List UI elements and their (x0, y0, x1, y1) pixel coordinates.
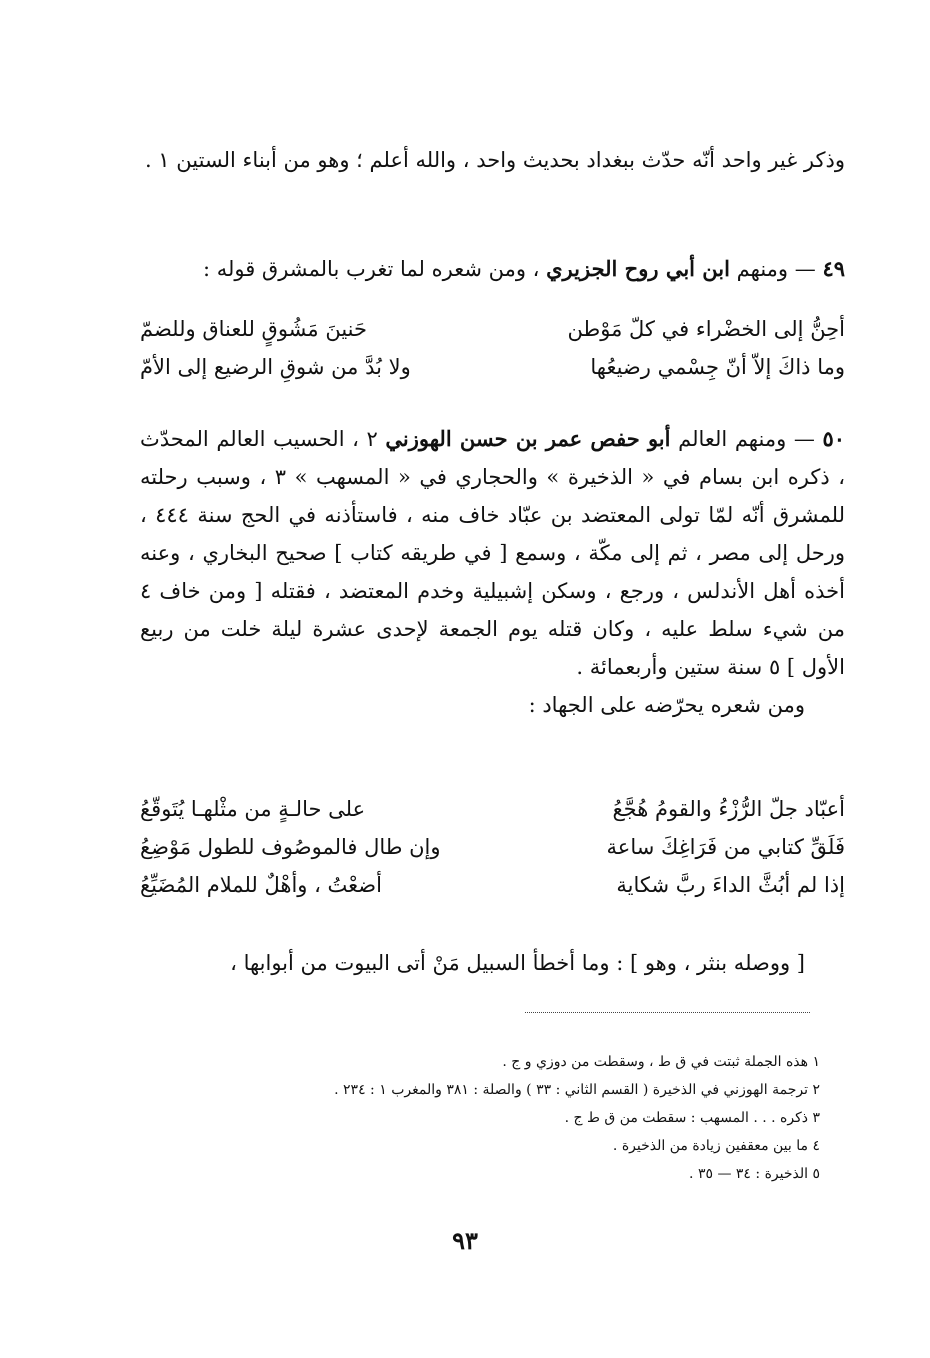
entry-49 (140, 250, 845, 288)
verse-line (140, 828, 845, 866)
person-name: ابن أبي روح الجزيري (546, 256, 730, 281)
page-number: ٩٣ (452, 1226, 478, 1255)
footnote: ٢ ترجمة الهوزني في الذخيرة ( القسم الثاني : ٣٣ ) والصلة : ٣٨١ والمغرب ١ : ٢٣٤ . (334, 1082, 820, 1098)
entry-rest: ، ومن شعره لما تغرب بالمشرق قوله : (202, 257, 540, 281)
entry-50 (140, 420, 845, 724)
entry-49-text (140, 250, 845, 288)
footnote: ٥ الذخيرة : ٣٤ — ٣٥ . (689, 1166, 820, 1182)
verse-first-hemistich: فَلَقِّ كتابي من فَرَاغِكَ ساعة (606, 835, 845, 859)
verse-first-hemistich: وما ذاكَ إلاّ أنّ جِسْمي رضيعُها (590, 355, 845, 379)
entry-number: ٤٩ (822, 256, 845, 281)
verse-second-hemistich: حَنينَ مَشُوقٍ للعناق وللضمّ (140, 317, 367, 341)
entry-50-text (140, 420, 845, 686)
entry-rest: ٢ ، الحسيب العالم المحدّث ، ذكره ابن بسام في « الذخيرة » والحجاري في « المسهب » ٣ ، وسبب رحلته للمشرق أنّه لمّا تولى المعتضد بن عبّاد خاف منه ، فاستأذنه في الحج سنة ٤٤٤ ، ورحل إلى مصر ، ثم إلى مكّة ، وسمع [ في طريقه كتاب ] صحيح البخاري ، وعنه أخذه أهل الأندلس ، ورجع ، وسكن إشبيلية وخدم المعتضد ، فقتله [ ومن خاف ٤ من شيء سلط عليه ، وكان قتله يوم الجمعة لإحدى عشرة ليلة خلت من ربيع الأول ] ٥ سنة ستين وأربعمائة . (140, 427, 845, 679)
closing-text: [ ووصله بنثر ، وهو ] : وما أخطأ السبيل مَنْ أتى البيوت من أبوابها ، (230, 951, 805, 975)
verse-first-hemistich: أحِنُّ إلى الخضْراء في كلّ مَوْطن (567, 317, 845, 341)
verse-second-hemistich: أضعْتُ ، وأهْلٌ للملام المُضَيِّعُ (140, 873, 382, 897)
intro-text: وذكر غير واحد أنّه حدّث ببغداد بحديث واحد ، والله أعلم ؛ وهو من أبناء الستين ١ . (144, 148, 845, 172)
footnote: ٣ ذكره . . . المسهب : سقطت من ق ط ج . (564, 1110, 820, 1126)
verse-first-hemistich: أعبّاد جلّ الرُّزْءُ والقومُ هُجَّعُ (612, 797, 845, 821)
closing-paragraph (140, 944, 845, 982)
footnote-divider (525, 1012, 810, 1013)
dash: — (793, 427, 815, 451)
footnote: ١ هذه الجملة ثبتت في ق ط ، وسقطت من دوزي و ج . (502, 1054, 820, 1070)
entry-lead: ومنهم العالم (678, 427, 787, 451)
footnote: ٤ ما بين معقفين زيادة من الذخيرة . (612, 1138, 820, 1154)
dash: — (794, 257, 816, 281)
verse-line (140, 310, 845, 348)
footnotes (180, 1048, 820, 1188)
verse-line (140, 348, 845, 386)
verse-second-hemistich: وإن طال فالموصُوف للطول مَوْضِعُ (140, 835, 441, 859)
entry-lead: ومنهم (736, 257, 789, 281)
person-name: أبو حفص عمر بن حسن الهوزني (385, 426, 671, 451)
verse-line (140, 790, 845, 828)
verse-second-hemistich: على حالـةٍ من مثْلهـا يُتَوقّعُ (140, 797, 366, 821)
verse-line (140, 866, 845, 904)
verse-second-hemistich: ولا بُدَّ من شوقِ الرضيع إلى الأمّ (140, 355, 411, 379)
poem-intro: ومن شعره يحرّضه على الجهاد : (528, 693, 805, 717)
entry-number: ٥٠ (822, 426, 845, 451)
intro-paragraph (140, 141, 845, 179)
verse-first-hemistich: إذا لم أبُثَّ الداءَ ربَّ شكاية (616, 873, 845, 897)
verse-group-1 (140, 310, 845, 386)
verse-group-2 (140, 790, 845, 904)
